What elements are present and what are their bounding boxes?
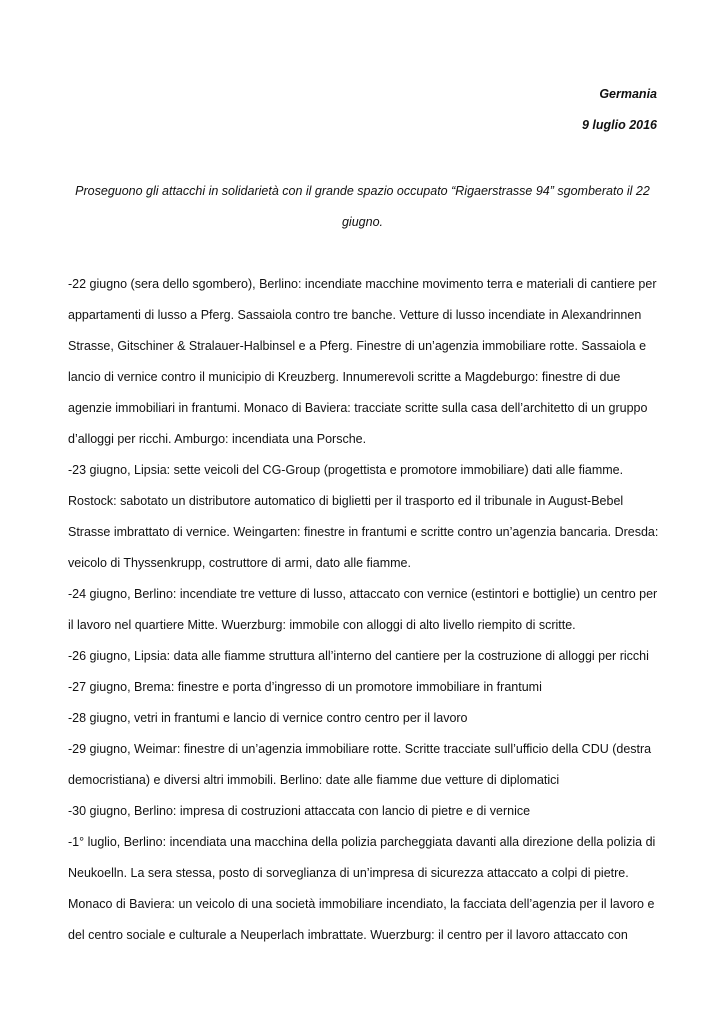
paragraph-june-29: -29 giugno, Weimar: finestre di un’agenzia immobiliare rotte. Scritte tracciate sull’ufficio della CDU (destra democristiana) e diversi altri immobili. Berlino: date alle fiamme due vetture di diplomatici <box>68 742 652 787</box>
location-heading: Germania <box>599 87 657 101</box>
paragraph-june-24: -24 giugno, Berlino: incendiate tre vetture di lusso, attaccato con vernice (estintori e bottiglie) un centro per il lavoro nel quartiere Mitte. Wuerzburg: immobile con alloggi di alto livello riempito di scritte. <box>68 587 658 632</box>
paragraph-june-23: -23 giugno, Lipsia: sette veicoli del CG-Group (progettista e promotore immobiliare) dati alle fiamme. Rostock: sabotato un distributore automatico di biglietti per il trasporto ed il tribunale in August-Bebel Strasse imbrattato di vernice. Weingarten: finestre in frantumi e scritte contro un’agenzia bancaria. Dresda: veicolo di Thyssenkrupp, costruttore di armi, dato alle fiamme. <box>68 463 659 570</box>
paragraph-june-26: -26 giugno, Lipsia: data alle fiamme struttura all’interno del cantiere per la costruzione di alloggi per ricchi <box>68 649 649 663</box>
document-body <box>68 269 660 951</box>
paragraph-july-1: -1° luglio, Berlino: incendiata una macchina della polizia parcheggiata davanti alla direzione della polizia di Neukoelln. La sera stessa, posto di sorveglianza di un’impresa di sicurezza attaccato a colpi di pietre. Monaco di Baviera: un veicolo di una società immobiliare incendiato, la facciata dell’agenzia per il lavoro e del centro sociale e culturale a Neuperlach imbrattate. Wuerzburg: il centro per il lavoro attaccato con <box>68 835 656 942</box>
paragraph-june-22: -22 giugno (sera dello sgombero), Berlino: incendiate macchine movimento terra e materiali di cantiere per appartamenti di lusso a Pferg. Sassaiola contro tre banche. Vetture di lusso incendiate in Alexandrinnen Strasse, Gitschiner & Stralauer-Halbinsel e a Pferg. Finestre di un’agenzia immobiliare rotte. Sassaiola e lancio di vernice contro il municipio di Kreuzberg. Innumerevoli scritte a Magdeburgo: finestre di due agenzie immobiliari in frantumi. Monaco di Baviera: tracciate scritte sulla casa dell’architetto di un gruppo d’alloggi per ricchi. Amburgo: incendiata una Porsche. <box>68 277 657 446</box>
paragraph-june-30: -30 giugno, Berlino: impresa di costruzioni attaccata con lancio di pietre e di vernice <box>68 804 531 818</box>
paragraph-june-27: -27 giugno, Brema: finestre e porta d’ingresso di un promotore immobiliare in frantumi <box>68 680 542 694</box>
document-subtitle: Proseguono gli attacchi in solidarietà con il grande spazio occupato “Rigaerstrasse 94” sgomberato il 22 giugno. <box>75 184 650 229</box>
paragraph-june-28: -28 giugno, vetri in frantumi e lancio di vernice contro centro per il lavoro <box>68 711 468 725</box>
date-heading: 9 luglio 2016 <box>581 118 657 132</box>
